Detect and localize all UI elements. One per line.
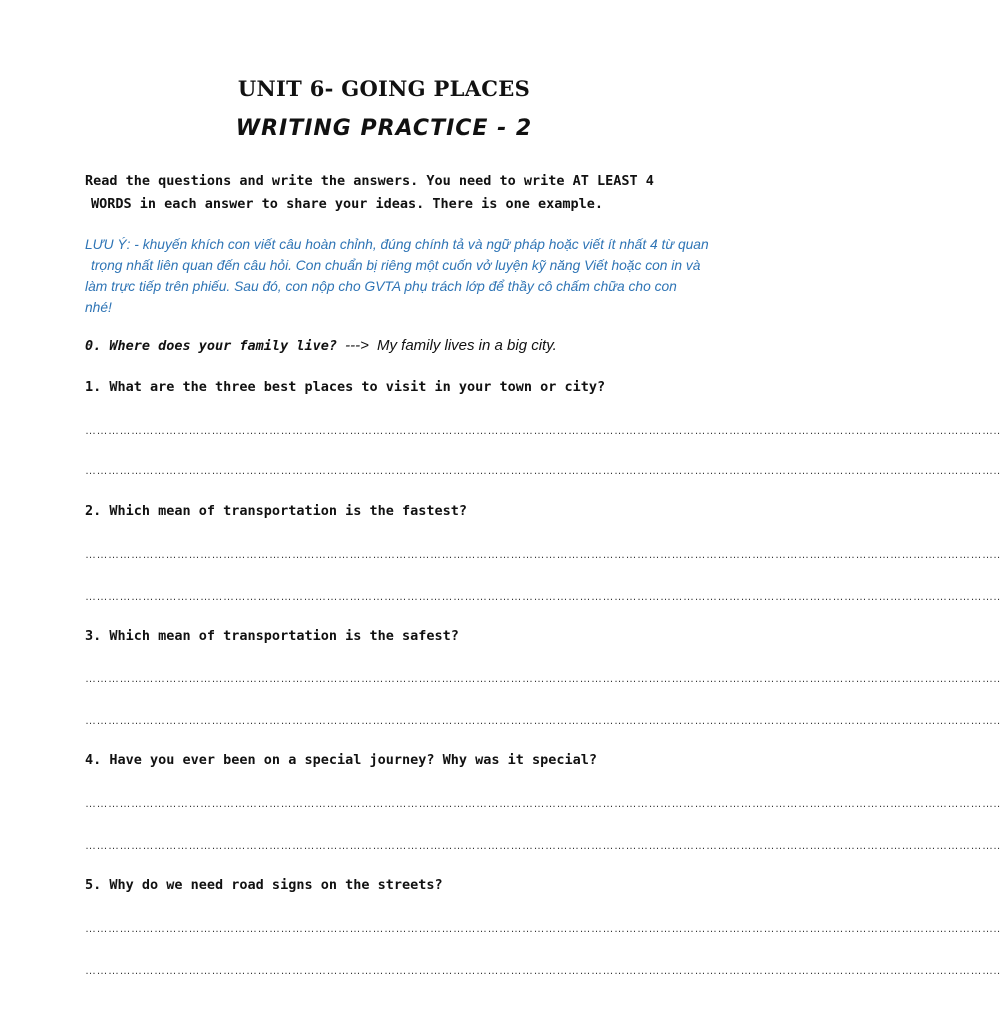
- answer-line-1b[interactable]: …………………………………………………………………………………………………………………………………………………………………………………………………………………..: [85, 465, 1001, 477]
- practice-title: WRITING PRACTICE - 2: [235, 116, 533, 141]
- example-arrow: --->: [345, 337, 369, 354]
- instructions-line-2: WORDS in each answer to share your ideas. There is one example.: [91, 196, 604, 212]
- example-question-text: 0. Where does your family live?: [85, 338, 337, 354]
- answer-line-3b[interactable]: …………………………………………………………………………………………………………………………………………………………………………………………………………………..: [85, 715, 1001, 727]
- note-line-1: LƯU Ý: - khuyến khích con viết câu hoàn chỉnh, đúng chính tả và ngữ pháp hoặc viết ít nhất 4 từ quan: [85, 237, 709, 252]
- question-3: 3. Which mean of transportation is the safest?: [85, 628, 459, 644]
- answer-line-5b[interactable]: …………………………………………………………………………………………………………………………………………………………………………………………………………………..: [85, 965, 1001, 977]
- example-question: [85, 337, 745, 354]
- answer-line-2b[interactable]: …………………………………………………………………………………………………………………………………………………………………………………………………………………..: [85, 591, 1001, 603]
- instructions-line-1: Read the questions and write the answers. You need to write AT LEAST 4: [85, 173, 654, 189]
- question-5: 5. Why do we need road signs on the streets?: [85, 877, 443, 893]
- example-answer: My family lives in a big city.: [377, 337, 557, 354]
- answer-line-2a[interactable]: …………………………………………………………………………………………………………………………………………………………………………………………………………………..: [85, 549, 1001, 561]
- note-line-2: trọng nhất liên quan đến câu hỏi. Con chuẩn bị riêng một cuốn vở luyện kỹ năng Viết hoặc con in và: [91, 258, 701, 273]
- answer-line-1a[interactable]: …………………………………………………………………………………………………………………………………………………………………………………………………………………..: [85, 425, 1001, 437]
- instructions: [85, 170, 725, 216]
- question-2: 2. Which mean of transportation is the fastest?: [85, 503, 468, 519]
- note-line-3: làm trực tiếp trên phiếu. Sau đó, con nộp cho GVTA phụ trách lớp để thầy cô chấm chữa cho con: [85, 279, 677, 294]
- teacher-note: [85, 234, 745, 318]
- answer-line-4b[interactable]: …………………………………………………………………………………………………………………………………………………………………………………………………………………..: [85, 840, 1001, 852]
- answer-line-3a[interactable]: …………………………………………………………………………………………………………………………………………………………………………………………………………………..: [85, 673, 1001, 685]
- answer-line-5a[interactable]: …………………………………………………………………………………………………………………………………………………………………………………………………………………..: [85, 923, 1001, 935]
- question-4: 4. Have you ever been on a special journey? Why was it special?: [85, 752, 598, 768]
- question-1: 1. What are the three best places to visit in your town or city?: [85, 379, 606, 395]
- answer-line-4a[interactable]: …………………………………………………………………………………………………………………………………………………………………………………………………………………..: [85, 798, 1001, 810]
- note-line-4: nhé!: [85, 300, 112, 315]
- unit-title: UNIT 6- GOING PLACES: [237, 76, 531, 101]
